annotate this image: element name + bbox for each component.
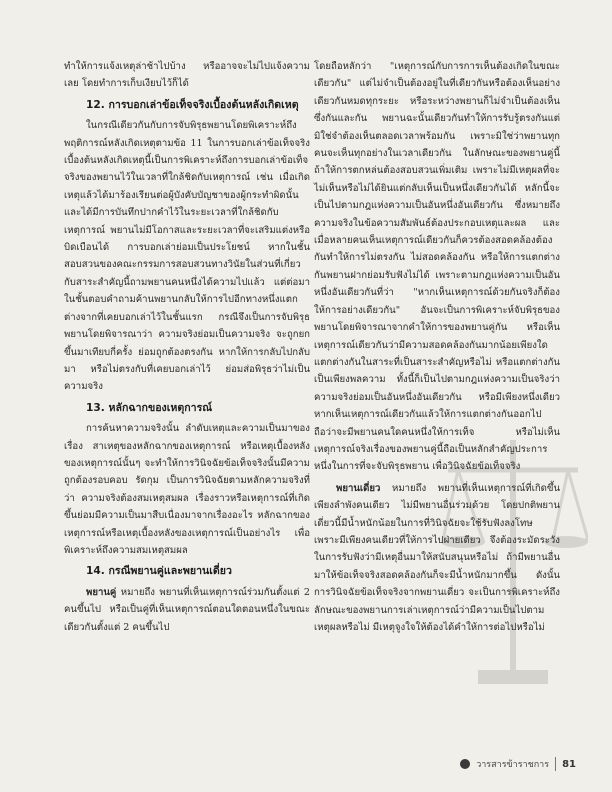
section-heading-12 — [64, 97, 310, 114]
bullet-icon — [460, 759, 470, 769]
paragraph-text: หมายถึง พยานที่เห็นเหตุการณ์ร่วมกันตั้งแต่ 2 คนขึ้นไป หรือเป็นคู่ที่เห็นเหตุการณ์ตอนใดตอนหนึ่งในขณะเดียวกันตั้งแต่ 2 คนขึ้นไป — [64, 586, 310, 633]
paragraph: การค้นหาความจริงนั้น ลำดับเหตุและความเป็นมาของเรื่อง สาเหตุของหลักฉากของเหตุการณ์ หรือเหตุเบื้องหลังของเหตุการณ์นั้นๆ จะทำให้การวินิจฉัยข้อเท็จจริงนั้นมีความถูกต้องรอบคอบ รัดกุม เป็นการวินิจฉัยตามหลักความจริงที่ว่า ความจริงต้องสมเหตุสมผล เรื่องราวหรือเหตุการณ์ที่เกิดขึ้นย่อมมีความเป็นมาสืบเนื่องมาจากเรื่องอะไร หลักฉากของเหตุการณ์หรือเหตุเบื้องหลังของเหตุการณ์เป็นอย่างไร เพื่อพิเคราะห์ถึงความสมเหตุสมผล — [64, 423, 310, 556]
section-number: 12. — [86, 98, 105, 111]
term-lead: พยานคู่ — [86, 586, 117, 598]
page-number: 81 — [562, 758, 576, 770]
paragraph-text: หมายถึง พยานที่เห็นเหตุการณ์ที่เกิดขึ้นเพียงลำพังคนเดียว ไม่มีพยานอื่นร่วมด้วย โดยปกติพยานเดี่ยวนี้มีน้ำหนักน้อยในการที่วินิจฉัยจะใช้รับฟังลงโทษ เพราะมีเพียงคนเดียวที่ให้การไปฝ่ายเดียว จึงต้องระมัดระวังในการรับฟังว่ามีเหตุอื่นมาให้สนับสนุนหรือไม่ ถ้ามีพยานอื่นมาให้ข้อเท็จจริงสอดคล้องกันก็จะมีน้ำหนักมากขึ้น ดังนั้น การวินิจฉัยข้อเท็จจริงจากพยานเดี่ยว จะเป็นการพิเคราะห์ถึงลักษณะของพยานการเล่าเหตุการณ์ว่ามีความเป็นไปตามเหตุผลหรือไม่ มีเหตุจูงใจให้ต้องได้คำให้การต่อไปหรือไม่ — [314, 482, 560, 633]
right-column — [314, 58, 560, 636]
section-heading-14 — [64, 563, 310, 580]
section-number: 13. — [86, 401, 105, 414]
section-title: กรณีพยานคู่และพยานเดี่ยว — [108, 565, 232, 578]
paragraph — [64, 584, 310, 636]
section-number: 14. — [86, 565, 105, 578]
left-column — [64, 58, 310, 636]
section-heading-13 — [64, 400, 310, 417]
paragraph: ทำให้การแจ้งเหตุล่าช้าไปบ้าง หรืออาจจะไม่ไปแจ้งความเลย โดยทำการเก็บเงียบไว้ก็ได้ — [64, 61, 310, 90]
paragraph: โดยถือหลักว่า "เหตุการณ์กับการการเห็นต้องเกิดในขณะเดียวกัน" แต่ไม่จำเป็นต้องอยู่ในที่เดียวกันหรือต้องเห็นอย่างเดียวกันหมดทุกระยะ หรือระหว่างพยานก็ไม่จำเป็นต้องเห็นซึ่งกันและกัน พยานฉะนั้นเดียวกันทำให้การรับรู้ตรงกันแต่มิใช่จำต้องเห็นตลอดเวลาพร้อมกัน เพราะมิใช่ว่าพยานทุกคนจะเห็นทุกอย่างในเวลาเดียวกัน ในลักษณะของพยานคู่นี้ ถ้าให้การตกหล่นต้องสอบสวนเพิ่มเติม เพราะไม่มีเหตุผลที่จะไม่เห็นหรือไม่ได้ยินแต่กลับเห็นเป็นหนึ่งเดียวกันได้ หลักนี้จะเป็นไปตามกฎแห่งความเป็นอันหนึ่งอันเดียวกัน ซึ่งหมายถึงความจริงในข้อความสัมพันธ์ต้องประกอบเหตุและผล และเมื่อหลายคนเห็นเหตุการณ์เดียวกันก็ควรต้องสอดคล้องต้องกันทำให้การไม่ตรงกัน ไม่สอดคล้องกัน หรือให้การแตกต่างกันพยานฝากย่อมรับฟังไม่ได้ เพราะตามกฎแห่งความเป็นอันหนึ่งอันเดียวกันที่ว่า "หากเห็นเหตุการณ์ด้วยกันจริงก็ต้องให้การอย่างเดียวกัน" อันจะเป็นการพิเคราะห์จับพิรุธของพยานโดยพิจารณาจากคำให้การของพยานคู่กัน หรือเห็นเหตุการณ์เดียวกันว่ามีความสอดคล้องกันมากน้อยเพียงใด แตกต่างกันในสาระที่เป็นสาระสำคัญหรือไม่ หรือแตกต่างกันเป็นเพียงพลความ ทั้งนี้ก็เป็นไปตามกฎแห่งความเป็นจริงว่า ความจริงย่อมเป็นอันหนึ่งอันเดียวกัน หรือมีเพียงหนึ่งเดียว หากเห็นเหตุการณ์เดียวกันแล้วให้การแตกต่างกันออกไปถือว่าจะมีพยานคนใดคนหนึ่งให้การเท็จ หรือไม่เห็นเหตุการณ์จริงเรื่องของพยานคู่นี้ถือเป็นหลักสำคัญประการหนึ่งในการที่จะจับพิรุธพยาน เพื่อวินิจฉัยข้อเท็จจริง — [314, 61, 560, 473]
divider — [555, 757, 556, 771]
publication-name: วารสารข้าราชการ — [476, 760, 550, 770]
section-title: การบอกเล่าข้อเท็จจริงเบื้องต้นหลังเกิดเหตุ — [108, 98, 299, 111]
term-lead: พยานเดี่ยว — [336, 482, 381, 494]
paragraph — [314, 480, 560, 637]
page-footer — [460, 756, 576, 772]
paragraph: ในกรณีเดียวกันกับการจับพิรุธพยานโดยพิเคราะห์ถึงพฤติการณ์หลังเกิดเหตุตามข้อ 11 ในการบอกเล่าข้อเท็จจริงเบื้องต้นหลังเกิดเหตุนี้เป็นการพิเคราะห์ถึงการบอกเล่าข้อเท็จจริงของพยานไว้ในเวลาที่ใกล้ชิดกับเหตุการณ์ เช่น เมื่อเกิดเหตุแล้วได้มาร้องเรียนต่อผู้บังคับบัญชาของผู้กระทำผิดนั้น และได้มีการบันทึกปากคำไว้ในระยะเวลาที่ใกล้ชิดกับเหตุการณ์ พยานไม่มีโอกาสและระยะเวลาที่จะเสริมแต่งหรือบิดเบือนได้ การบอกเล่าย่อมเป็นประโยชน์ หากในชั้นสอบสวนของคณะกรรมการสอบสวนทางวินัยในส่วนที่เกี่ยวกับสาระสำคัญนี้ถามพยานคนหนึ่งได้ความไปแล้ว แต่ต่อมาในชั้นตอบคำถามค้านพยานกลับให้การไปอีกทางหนึ่งแตกต่างจากที่เคยบอกเล่าไว้ในชั้นแรก กรณีจึงเป็นการจับพิรุธพยานโดยพิจารณาว่า ความจริงย่อมเป็นความจริง จะถูกยกขึ้นมาเทียบกี่ครั้ง ย่อมถูกต้องตรงกัน หากให้การกลับไปกลับมา หรือไม่ตรงกับที่เคยบอกเล่าไว้ ย่อมส่อพิรุธว่าไม่เป็นความจริง — [64, 120, 310, 393]
section-title: หลักฉากของเหตุการณ์ — [108, 401, 213, 414]
